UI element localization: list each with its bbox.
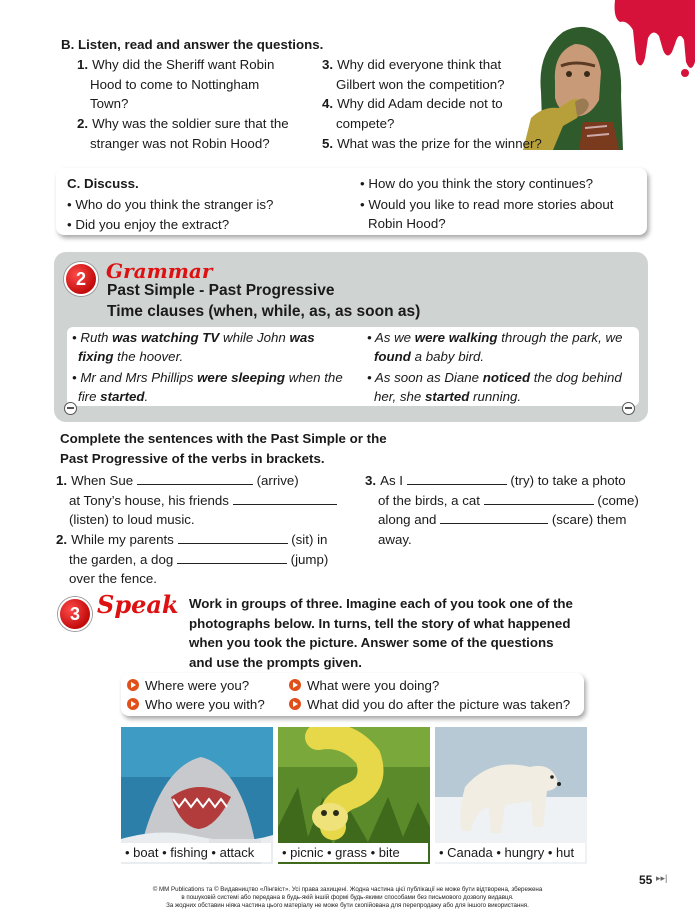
sentence-3-line-2: of the birds, a cat (come) <box>378 492 639 508</box>
example-2-line-2: fire started. <box>78 388 149 404</box>
copyright-line-3: За жодних обставин ніяка частина цього матеріалу не може бути скопійована для перепродажу або для іншого використання. <box>166 902 529 909</box>
grammar-title: Grammar <box>106 259 213 283</box>
answer-blank[interactable] <box>407 472 507 485</box>
exercise-instruction: Complete the sentences with the Past Simple or the <box>60 431 387 446</box>
question-2: 2. Why was the soldier sure that the <box>77 116 289 131</box>
question-1: 1. Why did the Sheriff want Robin <box>77 57 275 72</box>
copyright-line-2: в пошуковій системі або передана в будь-якій іншій формі будь-якими способами без письмового дозволу видавця. <box>181 894 514 901</box>
arrow-bullet-icon <box>289 679 301 691</box>
prompt-2: What were you doing? <box>289 676 439 696</box>
prompt-4: What did you do after the picture was taken? <box>289 695 570 715</box>
question-5: 5. What was the prize for the winner? <box>322 135 542 151</box>
sentence-2-line-3: over the fence. <box>69 571 157 586</box>
question-1-line-3: Town? <box>90 96 129 111</box>
speak-title: Speak <box>97 590 179 619</box>
page-number: 55 <box>639 873 653 887</box>
question-4: 4. Why did Adam decide not to <box>322 96 503 111</box>
example-4: • As soon as Diane noticed the dog behind <box>367 369 622 385</box>
speak-instruction-line-4: and use the prompts given. <box>189 654 362 670</box>
discuss-item-1: • Who do you think the stranger is? <box>67 196 274 212</box>
example-1-line-2: fixing the hoover. <box>78 349 184 364</box>
prompt-1: Where were you? <box>127 676 249 696</box>
exercise-instruction-line-2: Past Progressive of the verbs in brackets. <box>60 450 325 466</box>
speak-number-badge: 3 <box>58 597 92 631</box>
photo-caption-1: • boat • fishing • attack <box>121 843 271 862</box>
sentence-1-line-2: at Tony’s house, his friends <box>69 491 337 511</box>
example-2: • Mr and Mrs Phillips were sleeping when the <box>72 369 343 385</box>
copyright-line-1: © MM Publications та © Видавництво «Лінгвіст». Усі права захищені. Жодна частина цієї публікації не може бути відтворена, збережена <box>152 886 543 893</box>
discuss-item-2: • Did you enjoy the extract? <box>67 216 230 232</box>
discuss-item-3: • How do you think the story continues? <box>360 176 594 191</box>
discuss-item-4: • Would you like to read more stories about <box>360 196 614 212</box>
question-1-line-2: Hood to come to Nottingham <box>90 76 260 92</box>
question-3-line-2: Gilbert won the competition? <box>336 76 505 92</box>
sentence-3: 3. As I (try) to take a photo <box>365 473 626 488</box>
answer-blank[interactable] <box>233 492 337 505</box>
sentence-1: 1. When Sue (arrive) <box>56 473 299 488</box>
prompt-3: Who were you with? <box>127 695 265 715</box>
answer-blank[interactable] <box>484 492 594 505</box>
minus-circle-icon <box>64 402 77 415</box>
discuss-item-4-line-2: Robin Hood? <box>368 216 446 231</box>
answer-blank[interactable] <box>440 511 548 524</box>
example-3-line-2: found a baby bird. <box>374 349 485 364</box>
grammar-subtitle-2: Time clauses (when, while, as, as soon as) <box>107 303 421 320</box>
sentence-3-line-3: along and (scare) them <box>378 512 627 527</box>
speak-instruction-line-2: photographs below. In turns, tell the story of what happened <box>189 615 571 631</box>
sentence-2: 2. While my parents (sit) in <box>56 532 328 547</box>
section-c-heading: C. Discuss. <box>67 176 139 191</box>
sentence-2-line-2: the garden, a dog (jump) <box>69 551 329 567</box>
minus-circle-icon <box>622 402 635 415</box>
answer-blank[interactable] <box>137 472 253 485</box>
arrow-bullet-icon <box>127 679 139 691</box>
photo-caption-3: • Canada • hungry • hut <box>435 843 585 862</box>
speak-instruction-line-3: when you took the picture. Answer some of the questions <box>189 635 554 650</box>
question-2-line-2: stranger was not Robin Hood? <box>90 135 270 151</box>
speak-instruction: Work in groups of three. Imagine each of you took one of the <box>189 596 573 611</box>
question-3: 3. Why did everyone think that <box>322 57 502 72</box>
answer-blank[interactable] <box>177 551 287 564</box>
question-4-line-2: compete? <box>336 115 395 131</box>
sentence-1-line-3: (listen) to loud music. <box>69 512 195 527</box>
grammar-subtitle-1: Past Simple - Past Progressive <box>107 282 335 299</box>
example-1: • Ruth was watching TV while John was <box>72 330 315 345</box>
fast-forward-icon: ▸▸| <box>656 873 668 883</box>
arrow-bullet-icon <box>127 698 139 710</box>
example-3: • As we were walking through the park, we <box>367 330 623 345</box>
robin-hood-illustration <box>523 22 628 150</box>
sentence-3-line-4: away. <box>378 531 412 547</box>
answer-blank[interactable] <box>178 531 288 544</box>
photo-caption-2: • picnic • grass • bite <box>278 843 428 862</box>
example-4-line-2: her, she started running. <box>374 388 522 404</box>
section-b-heading: B. Listen, read and answer the questions. <box>61 37 324 52</box>
arrow-bullet-icon <box>289 698 301 710</box>
grammar-number-badge: 2 <box>64 262 98 296</box>
